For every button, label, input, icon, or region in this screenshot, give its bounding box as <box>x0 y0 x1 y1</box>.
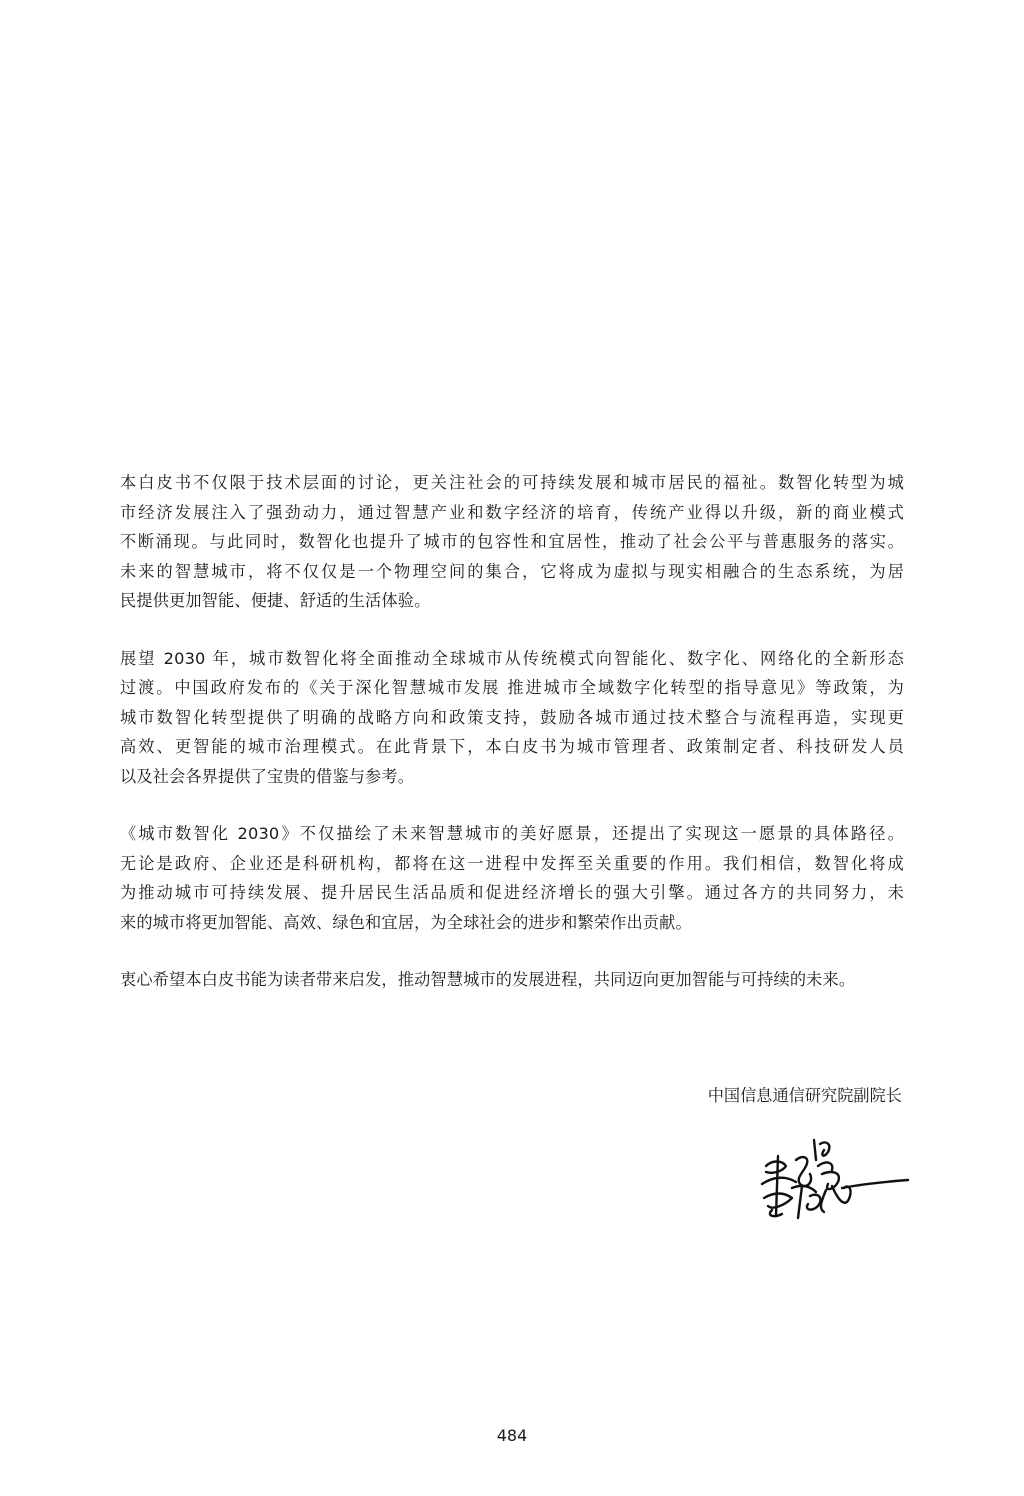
paragraph-line: 以及社会各界提供了宝贵的借鉴与参考。 <box>120 766 415 786</box>
document-body <box>120 468 904 1023</box>
handwritten-signature <box>752 1126 912 1226</box>
paragraph-line: 城市数智化转型提供了明确的战略方向和政策支持，鼓励各城市通过技术整合与流程再造，实现更 <box>120 707 904 727</box>
paragraph-line: 《城市数智化 2030》不仅描绘了未来智慧城市的美好愿景，还提出了实现这一愿景的具体路径。 <box>120 824 904 843</box>
paragraph-line: 来的城市将更加智能、高效、绿色和宜居，为全球社会的进步和繁荣作出贡献。 <box>120 912 692 932</box>
paragraph-2 <box>120 644 904 792</box>
paragraph-4 <box>120 965 904 995</box>
paragraph-line: 衷心希望本白皮书能为读者带来启发，推动智慧城市的发展进程，共同迈向更加智能与可持续的未来。 <box>120 970 856 989</box>
paragraph-line: 不断涌现。与此同时，数智化也提升了城市的包容性和宜居性，推动了社会公平与普惠服务的落实。 <box>120 532 904 551</box>
paragraph-3 <box>120 819 904 937</box>
paragraph-line: 未来的智慧城市，将不仅仅是一个物理空间的集合，它将成为虚拟与现实相融合的生态系统，为居 <box>120 561 904 581</box>
paragraph-line: 过渡。中国政府发布的《关于深化智慧城市发展 推进城市全域数字化转型的指导意见》等政策，为 <box>120 678 904 697</box>
page-number: 484 <box>496 1426 528 1445</box>
paragraph-line: 无论是政府、企业还是科研机构，都将在这一进程中发挥至关重要的作用。我们相信，数智化将成 <box>120 853 904 873</box>
paragraph-1 <box>120 468 904 616</box>
paragraph-line: 为推动城市可持续发展、提升居民生活品质和促进经济增长的强大引擎。通过各方的共同努力，未 <box>120 883 904 902</box>
paragraph-line: 展望 2030 年，城市数智化将全面推动全球城市从传统模式向智能化、数字化、网络化的全新形态 <box>120 648 904 668</box>
signoff-title: 中国信息通信研究院副院长 <box>707 1086 902 1105</box>
paragraph-line: 高效、更智能的城市治理模式。在此背景下，本白皮书为城市管理者、政策制定者、科技研发人员 <box>120 737 904 756</box>
paragraph-line: 本白皮书不仅限于技术层面的讨论，更关注社会的可持续发展和城市居民的福祉。数智化转型为城 <box>120 473 904 492</box>
paragraph-line: 市经济发展注入了强劲动力，通过智慧产业和数字经济的培育，传统产业得以升级，新的商业模式 <box>120 502 904 522</box>
paragraph-line: 民提供更加智能、便捷、舒适的生活体验。 <box>120 591 431 610</box>
